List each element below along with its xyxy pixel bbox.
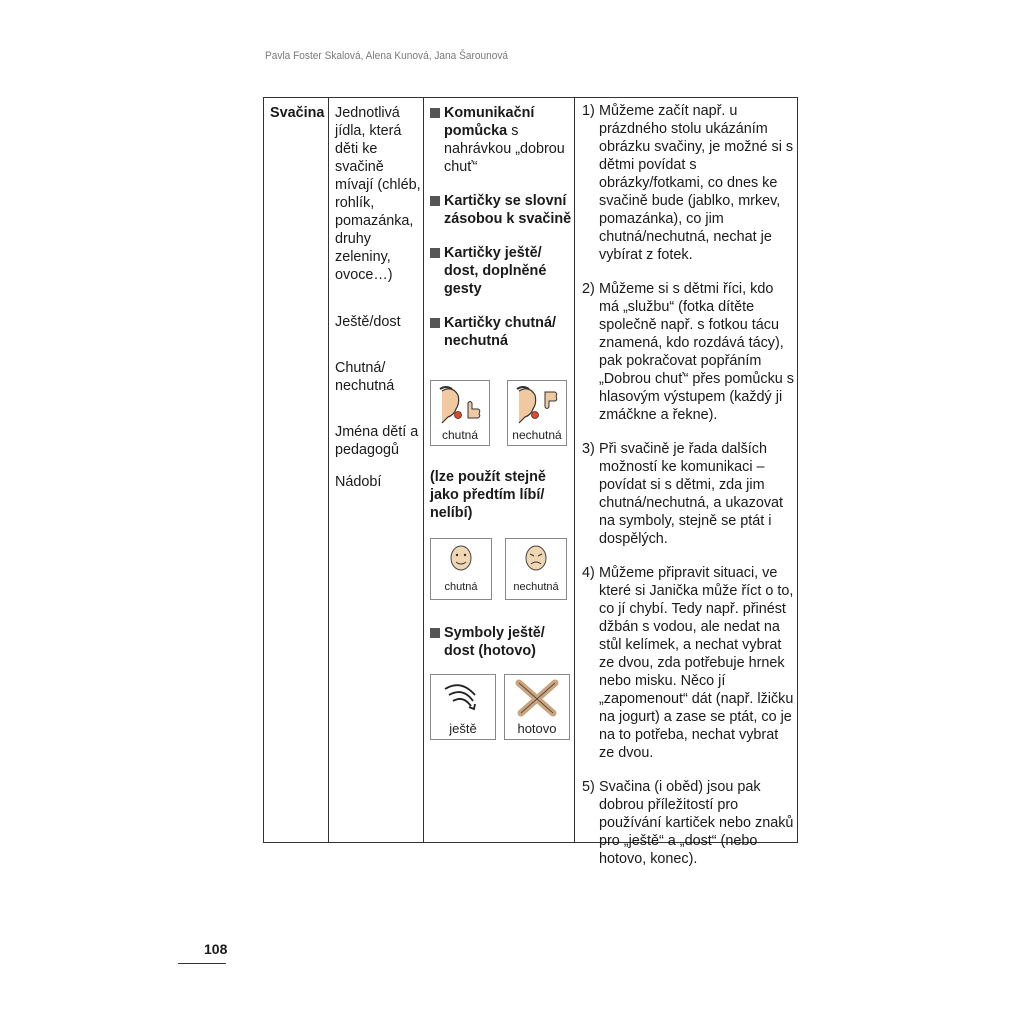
steps-column (582, 102, 794, 868)
bullet-square-icon (430, 248, 440, 258)
face-thumbs-down-icon (511, 385, 563, 427)
column-divider (328, 98, 329, 842)
bullet-square-icon (430, 628, 440, 638)
card-not-tasty-thumb (507, 380, 567, 446)
bullet-square-icon (430, 196, 440, 206)
topic-more-enough: Ještě/dost (335, 314, 401, 330)
topic-tasty: Chutná/ nechutná (335, 360, 395, 394)
activity-table (263, 97, 798, 867)
topic-dishes: Nádobí (335, 474, 382, 490)
card-label: nechutná (512, 428, 562, 442)
aid-vocabulary-cards: Kartičky se slovní zásobou k svačině (430, 192, 578, 228)
more-arrows-icon (439, 679, 487, 719)
aid-tasty-cards: Kartičky chutná/ nechutná (430, 314, 578, 350)
step-item: 1) Můžeme začít např. u prázdného stolu ukázáním obrázku svačiny, je možné si s dětmi povídat s obrázky/fotkami, co dnes ke svačině bude (jablko, mrkev, pomazánka), co jim chutná/nechutná, nechat je vybírat z fotek. (582, 103, 794, 263)
topic-foods: Jednotlivá jídla, která děti ke svačině mívají (chléb, rohlík, pomazánka, druhy zeleniny, ovoce…) (335, 105, 421, 283)
topic-names: Jména dětí a pedagogů (335, 424, 419, 458)
aid-note: (lze použít stejně jako předtím líbí/ nelíbí) (430, 469, 546, 521)
aid-title: Komunikační pomůcka (444, 105, 535, 139)
column-divider (423, 98, 424, 842)
aid-symbols: Symboly ještě/ dost (hotovo) (430, 624, 570, 660)
bullet-square-icon (430, 318, 440, 328)
step-item: 4) Můžeme připravit situaci, ve které si Janička může říct o to, co jí chybí. Tedy např. přinést džbán s vodou, ale nedat na stůl kelímek, a nechat vybrat ze dvou, zda potřebuje hrnek nebo misku. Něco jí „zapomenout“ dát (např. lžičku na jogurt) a zase se ptát, co je na to potřeba, nechat vybrat ze dvou. (582, 565, 794, 761)
page-number-rule (178, 963, 226, 964)
card-done (504, 674, 570, 740)
topics-column (335, 104, 423, 491)
smiling-face-icon (446, 543, 476, 575)
activity-name: Svačina (270, 105, 325, 121)
bullet-square-icon (430, 108, 440, 118)
card-label: ještě (449, 721, 477, 736)
face-thumbs-up-icon (434, 385, 486, 427)
card-label: chutná (441, 428, 479, 442)
aid-description: s nahrávkou „dobrou chuť“ (444, 123, 565, 175)
step-item: 2) Můžeme si s dětmi říci, kdo má „službu“ (fotka dítěte společně např. s fotkou tácu znamená, kdo rozdává tácy), pak pokračovat popřáním „Dobrou chuť“ přes pomůcku s hlasovým výstupem (každý ji zmáčkne a řekne). (582, 281, 794, 423)
step-item: 5) Svačina (i oběd) jsou pak dobrou příležitostí pro používání kartiček nebo znaků pro „ještě“ a „dost“ (nebo hotovo, konec). (582, 779, 794, 867)
page-number: 108 (204, 941, 228, 957)
card-label: hotovo (517, 721, 557, 736)
card-label: nechutná (513, 581, 559, 593)
running-header-authors: Pavla Foster Skalová, Alena Kunová, Jana Šarounová (265, 50, 509, 62)
card-label: chutná (444, 581, 478, 593)
aid-communication-device (430, 104, 578, 176)
card-tasty-face (430, 538, 492, 600)
card-tasty-thumb (430, 380, 490, 446)
card-not-tasty-face (505, 538, 567, 600)
aid-more-enough-cards: Kartičky ještě/ dost, doplněné gesty (430, 244, 578, 298)
step-item: 3) Při svačině je řada dalších možností ke komunikaci – povídat si s dětmi, zda jim chutná/nechutná, a ukazovat na symboly, stejně se ptát i dospělých. (582, 441, 784, 547)
disgusted-face-icon (521, 543, 551, 575)
crossed-arms-icon (513, 679, 561, 719)
aids-column (430, 104, 578, 350)
card-more (430, 674, 496, 740)
